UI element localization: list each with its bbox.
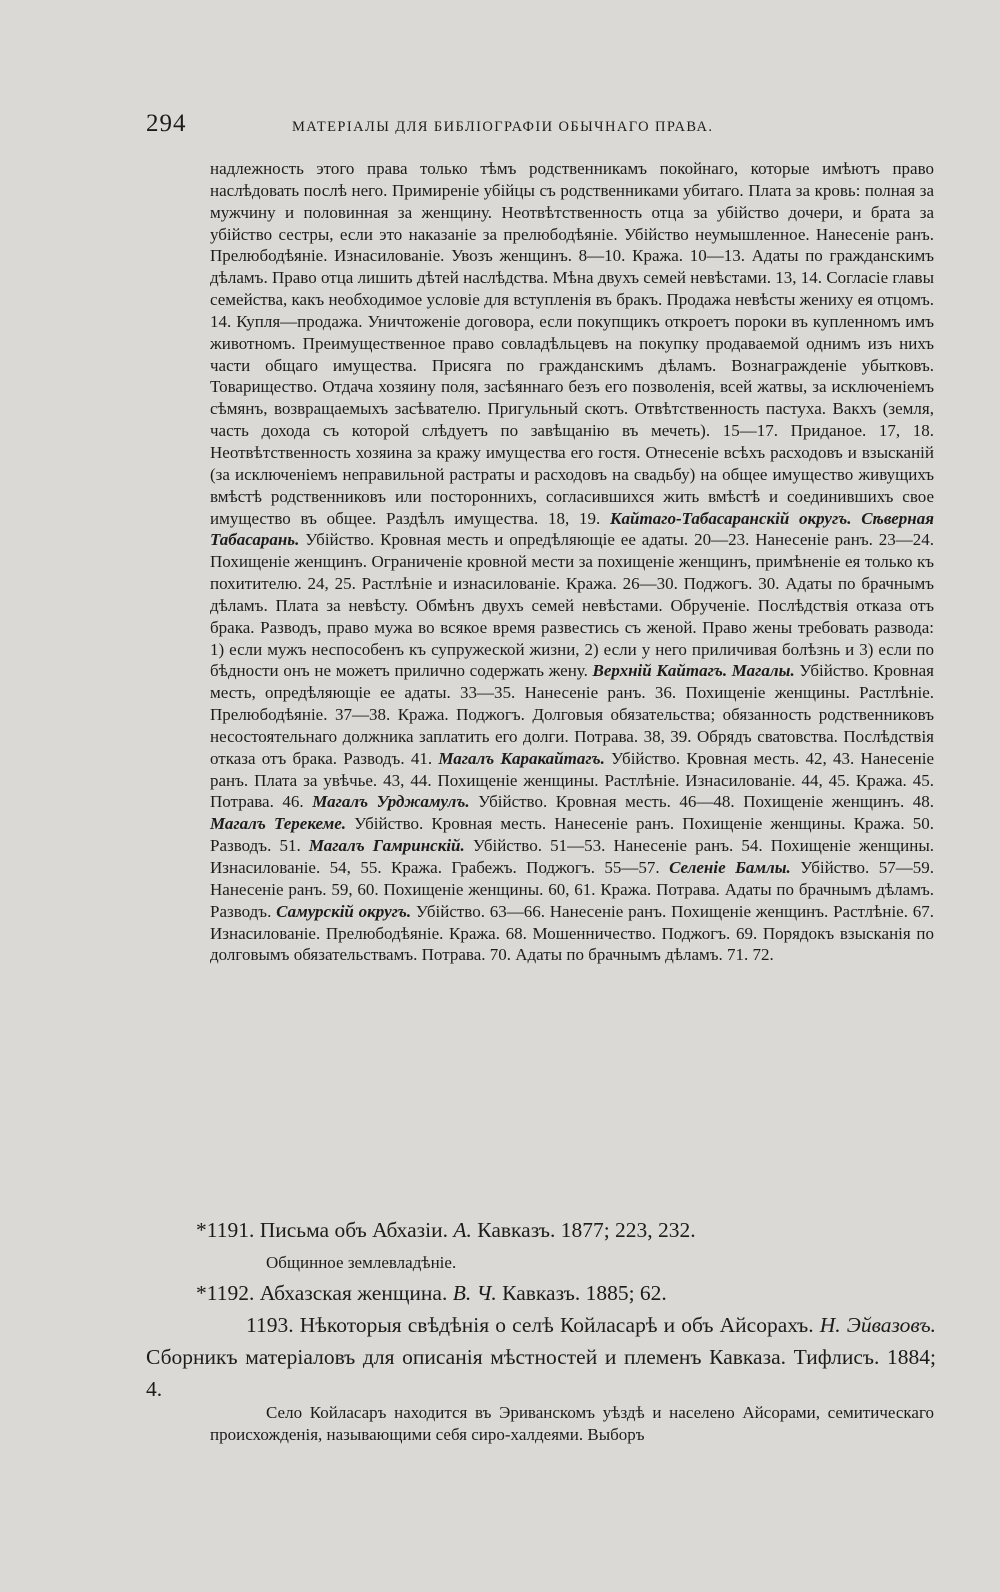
entry-source: Кавказъ. 1885; 62.	[496, 1281, 667, 1305]
region-heading: Селеніе Бамлы.	[669, 858, 791, 877]
annotation-text: Убійство. 63—66. Нанесеніе ранъ. Похищеніе женщинъ. Растлѣніе. 67. Изнасилованіе. Прелюбодѣяніе. Кража. 68. Мошенничество. Поджогъ. 69. Порядокъ взысканія по долговымъ обязательствамъ. Потрава. 70. Адаты по брачнымъ дѣламъ. 71. 72.	[210, 901, 935, 965]
entry-note-1191: Общинное землевладѣніе.	[266, 1253, 457, 1272]
region-heading: Самурскій округъ.	[276, 901, 412, 921]
entry-author: А.	[453, 1218, 472, 1242]
annotation-text: надлежность этого права только тѣмъ родственникамъ покойнаго, которые имѣютъ право наслѣдовать послѣ него. Примиреніе убійцы съ родственниками убитаго. Плата за кровь: полная за мужчину и половинная за женщину. Неотвѣтственность отца за убійство дочери, и брата за убійство сестры, если это наказаніе за прелюбодѣяніе. Убійство неумышленное. Нанесеніе ранъ. Прелюбодѣяніе. Изнасилованіе. Увозъ женщинъ. 8—10. Кража. 10—13. Адаты по гражданскимъ дѣламъ. Право отца лишить дѣтей наслѣдства. Мѣна двухъ семей невѣстами. 13, 14. Согласіе главы семейства, какъ необходимое условіе для вступленія въ бракъ. Продажа невѣсты жениху ея отцомъ. 14. Купля—продажа. Уничтоженіе договора, если покупщикъ откроетъ пороки въ купленномъ имъ животномъ. Преимущественное право совладѣльцевъ на покупку продаваемой однимъ изъ нихъ части общаго имущества. Присяга по гражданскимъ дѣламъ. Вознагражденіе убытковъ. Товарищество. Отдача хозяину поля, засѣяннаго безъ его позволенія, всей жатвы, за исключеніемъ сѣмянъ, возвращаемыхъ засѣвателю. Пригульный скотъ. Отвѣтственность пастуха. Вакхъ (земля, часть дохода съ которой слѣдуетъ по завѣщанію въ мечеть). 15—17. Приданое. 17, 18. Неотвѣтственность хозяина за кражу имущества его гостя. Отнесеніе всѣхъ расходовъ и взысканій (за исключеніемъ неправильной растраты и расходовъ на свадьбу) на общее имущество живущихъ вмѣстѣ родственниковъ или постороннихъ, согласившихся жить вмѣстѣ и соединившихъ свое имущество въ общее. Раздѣлъ имущества. 18, 19.	[210, 159, 934, 528]
page-header	[146, 110, 936, 140]
entry-title: Абхазская женщина.	[254, 1281, 453, 1305]
entry-annotation-1193: Село Койласаръ находится въ Эриванскомъ уѣздѣ и населено Айсорами, семитическаго происхожденія, называющими себя сиро-халдеями. Выборъ	[210, 1403, 934, 1444]
bibliography-entry-1192	[196, 1277, 986, 1309]
entry-number: *1191.	[196, 1218, 255, 1242]
annotation-text: Убійство. Кровная месть и опредѣляющіе ее адаты. 20—23. Нанесеніе ранъ. 23—24. Похищеніе женщинъ. Ограниченіе кровной мести за похищеніе женщинъ, примѣненіе ея только къ похитителю. 24, 25. Растлѣніе и изнасилованіе. Кража. 26—30. Поджогъ. 30. Адаты по брачнымъ дѣламъ. Плата за невѣсту. Обмѣнъ двухъ семей невѣстами. Обрученіе. Послѣдствія отказа отъ брака. Разводъ, право мужа во всякое время развестись съ женой. Право жены требовать развода: 1) если мужъ неспособенъ къ супружеской жизни, 2) если у него приличивая болѣзнь и 3) если по бѣдности онъ не можетъ прилично содержать жену.	[210, 530, 934, 681]
region-heading: Магалъ Каракайтагъ.	[438, 748, 605, 768]
entry-title: Нѣкоторыя свѣдѣнія о селѣ Койласарѣ и объ Айсорахъ.	[293, 1313, 820, 1337]
annotation-text: Убійство. Кровная месть. 46—48. Похищеніе женщинъ. 48.	[469, 792, 934, 812]
entry-source: Сборникъ матеріаловъ для описанія мѣстностей и племенъ Кавказа. Тифлисъ. 1884; 4.	[146, 1345, 936, 1401]
entry-number: 1193.	[246, 1313, 294, 1337]
annotation-text: Убійство. Кровная месть, опредѣляющіе ее адаты. 33—35. Нанесеніе ранъ. 36. Похищеніе женщины. Растлѣніе. Прелюбодѣяніе. 37—38. Кража. Поджогъ. Долговыя обязательства; обязанность родственниковъ несостоятельнаго должника заплатить его долги. Потрава. 38, 39. Обрядъ сватовства. Послѣдствія отказа отъ брака. Разводъ. 41.	[210, 661, 934, 768]
entry-author: В. Ч.	[452, 1281, 497, 1305]
region-heading: Магалъ Гамринскій.	[308, 836, 465, 856]
region-heading: Кайтаго-Табасаранскій округъ. Сѣверная Табасарань.	[210, 508, 935, 550]
entry-title: Письма объ Абхазіи.	[254, 1218, 454, 1242]
annotation-text: Убійство. 51—53. Нанесеніе ранъ. 54. Похищеніе женщины. Изнасилованіе. 54, 55. Кража. Грабежъ. Поджогъ. 55—57.	[210, 836, 935, 877]
page-number: 294	[146, 110, 187, 137]
annotation-text: Убійство. Кровная месть. 42, 43. Нанесеніе ранъ. Плата за увѣчье. 43, 44. Похищеніе женщины. Растлѣніе. Изнасилованіе. 44, 45. Кража. 45. Потрава. 46.	[210, 748, 935, 812]
entry-number: *1192.	[196, 1281, 255, 1305]
entry-source: Кавказъ. 1877; 223, 232.	[471, 1218, 696, 1242]
region-heading: Магалъ Урджамулъ.	[312, 792, 470, 812]
region-heading: Верхній Кайтагъ. Магалы.	[592, 661, 795, 681]
entry-annotation-continued	[210, 158, 934, 966]
annotation-text: Убійство. 57—59. Нанесеніе ранъ. 59, 60. Похищеніе женщины. 60, 61. Кража. Потрава. Адаты по брачнымъ дѣламъ. Разводъ.	[210, 858, 934, 921]
annotation-paragraph	[210, 158, 934, 966]
bibliography-entry-1191	[196, 1214, 986, 1246]
entry-author: Н. Эйвазовъ.	[819, 1313, 936, 1337]
region-heading: Магалъ Терекеме.	[210, 814, 347, 834]
annotation-text: Убійство. Кровная месть. Нанесеніе ранъ. Похищеніе женщины. Кража. 50. Разводъ. 51.	[210, 814, 934, 856]
bibliography-entry-1193	[146, 1309, 936, 1405]
running-title: МАТЕРІАЛЫ ДЛЯ БИБЛІОГРАФІИ ОБЫЧНАГО ПРАВА.	[292, 119, 714, 135]
